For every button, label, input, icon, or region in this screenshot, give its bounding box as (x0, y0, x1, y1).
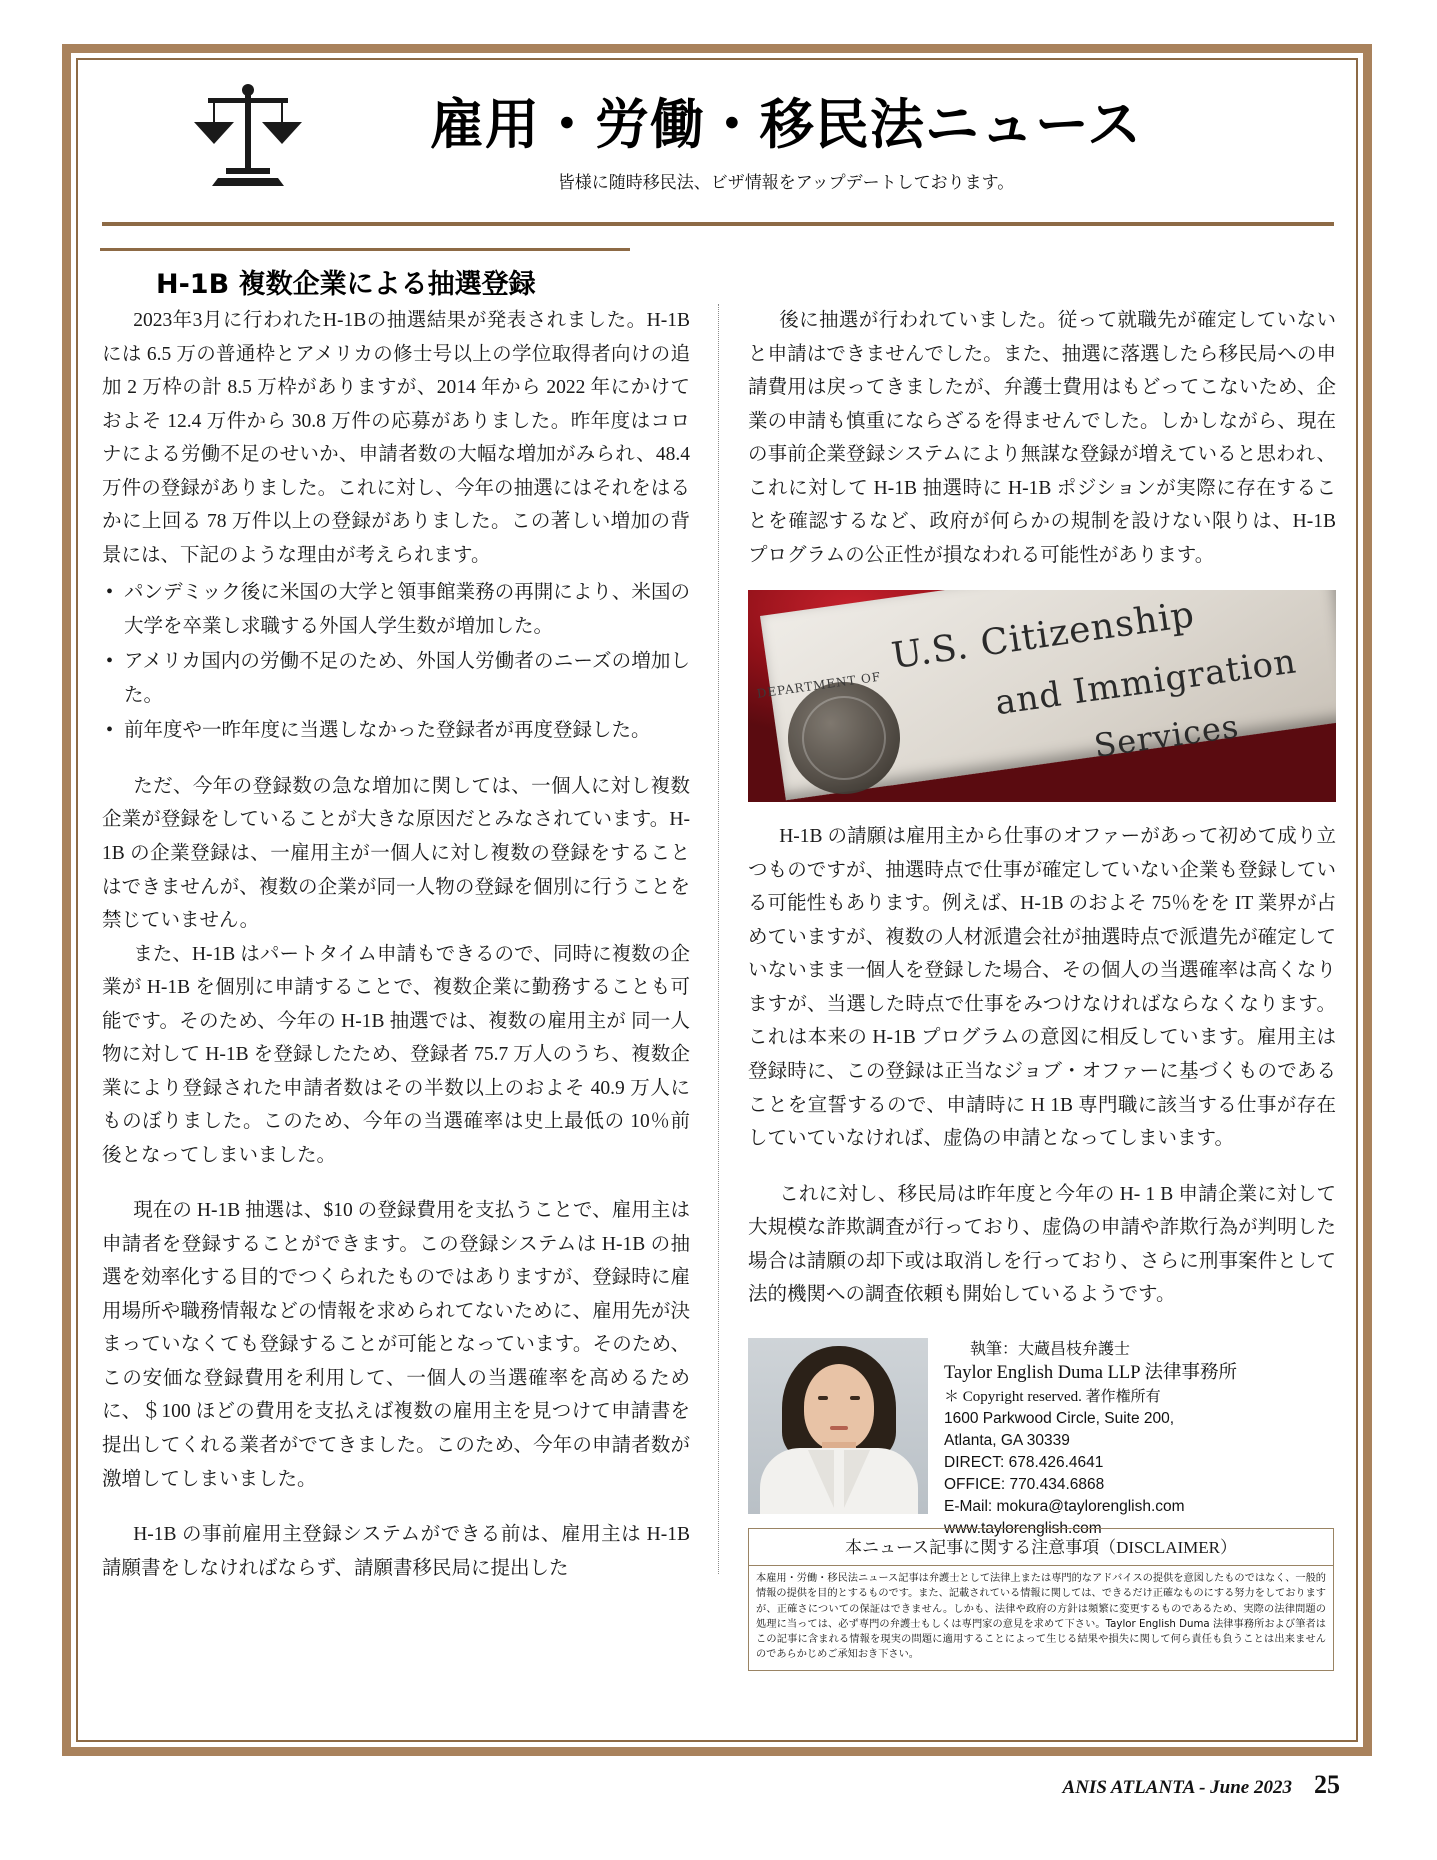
photo-dept-text: DEPARTMENT OF (755, 669, 883, 702)
uscis-document-photo (748, 590, 1336, 802)
footer-source: ANIS ATLANTA - June 2023 (1062, 1777, 1292, 1798)
article-headline: H-1B 複数企業による抽選登録 (156, 269, 536, 300)
photo-caption-line: U.S. Citizenship (889, 594, 1198, 678)
right-column (748, 304, 1336, 1671)
disclaimer-title: 本ニュース記事に関する注意事項（DISCLAIMER） (749, 1529, 1333, 1566)
left-column (102, 304, 690, 1585)
author-website[interactable]: www.taylorenglish.com (944, 1519, 1102, 1537)
headline-rule (100, 248, 630, 251)
masthead-rule (102, 222, 1334, 226)
paragraph: また、H-1B はパートタイム申請もできるので、同時に複数の企業が H-1B を個別に申請することで、複数企業に勤務することも可能です。そのため、今年の H-1B 抽選では、複数の雇用主が 同一人物に対して H-1B を登録したため、登録者 75.7 万人のうち、複数企業により登録された申請者数はその半数以上のおよそ 40.9 万人にものぼりました。このため、今年の当選確率は史上最低の 10％前後となってしまいました。 (102, 943, 690, 1166)
list-item: • 前年度や一昨年度に当選しなかった登録者が再度登録した。 (102, 714, 690, 748)
page-footer (96, 1770, 1340, 1800)
photo-caption-line: Services (1091, 707, 1242, 766)
author-office-phone: OFFICE: 770.434.6868 (944, 1475, 1105, 1493)
author-block (748, 1338, 1336, 1537)
paragraph: 現在の H-1B 抽選は、$10 の登録費用を支払うことで、雇用主は申請者を登録することができます。この登録システムは H-1B の抽選を効率化する目的でつくられたものではありますが、登録時に雇用場所や職務情報などの情報を求められてないために、雇用先が決まっていなくても登録することが可能となっています。そのため、この安価な登録費用を利用して、一個人の当選確率を高めるために、＄100 ほどの費用を支払えば複数の雇用主を見つけて申請書を提出してくれる業者がでてきました。このため、今年の申請者数が激増してしまいました。 (102, 1200, 690, 1490)
page-title: 雇用・労働・移民法ニュース (429, 93, 1143, 156)
page-number: 25 (1314, 1770, 1340, 1799)
paragraph: 2023年3月に行われたH-1Bの抽選結果が発表されました。H-1B には 6.5 万の普通枠とアメリカの修士号以上の学位取得者向けの追加 2 万枠の計 8.5 万枠がありますが、2014 年から 2022 年にかけておよそ 12.4 万件から 30.8 万件の応募がありました。昨年度はコロナによる労働不足のせいか、申請者数の大幅な増加がみられ、48.4 万件の登録がありました。これに対し、今年の抽選にはそれをはるかに上回る 78 万件以上の登録がありました。この著しい増加の背景には、下記のような理由が考えられます。 (102, 310, 690, 566)
masthead-subtitle: 皆様に随時移民法、ビザ情報をアップデートしております。 (557, 173, 1015, 193)
scales-of-justice-icon (188, 82, 308, 192)
author-portrait (748, 1338, 928, 1514)
paragraph: ただ、今年の登録数の急な増加に関しては、一個人に対し複数企業が登録をしていることが大きな原因だとみなされています。H-1B の企業登録は、一雇用主が一個人に対し複数の登録をすることはできませんが、複数の企業が同一人物の登録を個別に行うことを禁じていません。 (102, 775, 690, 932)
paragraph: 後に抽選が行われていました。従って就職先が確定していないと申請はできませんでした。また、抽選に落選したら移民局への申請費用は戻ってきましたが、弁護士費用はもどってこないため、企業の申請も慎重にならざるを得ませんでした。しかしながら、現在の事前企業登録システムにより無謀な登録が増えていると思われ、これに対して H-1B 抽選時に H-1B ポジションが実際に存在することを確認するなど、政府が何らかの規制を設けない限りは、H-1B プログラムの公正性が損なわれる可能性があります。 (748, 310, 1336, 566)
author-firm: Taylor English Duma LLP 法律事務所 (944, 1363, 1237, 1384)
list-item: • アメリカ国内の労働不足のため、外国人労働者のニーズの増加した。 (102, 645, 690, 712)
photo-caption-line: and Immigration (992, 641, 1300, 724)
reason-list (102, 576, 690, 748)
paragraph: これに対し、移民局は昨年度と今年の H- 1 B 申請企業に対して大規模な詐欺調査が行っており、虚偽の申請や詐欺行為が判明した場合は請願の却下或は取消しを行っており、さらに刑事案件として法的機関への調査依頼も開始しているようです。 (748, 1183, 1336, 1306)
author-byline: 執筆：大蔵昌枝弁護士 (970, 1338, 1131, 1358)
author-address-line1: 1600 Parkwood Circle, Suite 200, (944, 1409, 1175, 1427)
paragraph: H-1B の請願は雇用主から仕事のオファーがあって初めて成り立つものですが、抽選時点で仕事が確定していない企業も登録している可能性もあります。例えば、H-1B のおよそ 75％をを IT 業界が占めていますが、複数の人材派遣会社が抽選時点で派遣先が確定していないまま一個人を登録した場合、その個人の当選確率は高くなりますが、当選した時点で仕事をみつけなければならなくなります。これは本来の H-1B プログラムの意図に相反しています。雇用主は登録時に、この登録は正当なジョブ・オファーに基づくものであることを宣誓するので、申請時に H 1B 専門職に該当する仕事が存在していていなければ、虚偽の申請となってしまいます。 (748, 826, 1336, 1150)
author-contact-info (944, 1338, 1336, 1540)
author-direct-phone: DIRECT: 678.426.4641 (944, 1453, 1104, 1471)
list-item: • パンデミック後に米国の大学と領事館業務の再開により、米国の大学を卒業し求職する外国人学生数が増加した。 (102, 576, 690, 643)
author-address-line2: Atlanta, GA 30339 (944, 1431, 1070, 1449)
disclaimer-box (748, 1528, 1334, 1671)
disclaimer-body: 本雇用・労働・移民法ニュース記事は弁護士として法律上または専門的なアドバイスの提供を意図したものではなく、一般的情報の提供を目的とするものです。また、記載されている情報に関しては、できるだけ正確なものにする努力をしておりますが、正確さについての保証はできません。しかも、法律や政府の方針は頻繁に変更するものであるため、実際の法律問題の処理に当っては、必ず専門の弁護士もしくは専門家の意見を求めて下さい。Taylor English Duma 法律事務所および筆者はこの記事に含まれる情報を現実の問題に適用することによって生じる結果や損失に関して何ら責任も負うことは出来ませんのであらかじめご承知おき下さい。 (756, 1572, 1326, 1661)
column-divider (718, 304, 719, 1574)
paragraph: H-1B の事前雇用主登録システムができる前は、雇用主は H-1B 請願書をしなければならず、請願書移民局に提出した (102, 1524, 690, 1579)
article-body (96, 304, 1340, 1684)
masthead (96, 76, 1340, 226)
author-email[interactable]: E-Mail: mokura@taylorenglish.com (944, 1497, 1185, 1515)
copyright-notice: ＊ Copyright reserved. 著作権所有 (944, 1388, 1161, 1405)
page-content (96, 76, 1340, 1724)
